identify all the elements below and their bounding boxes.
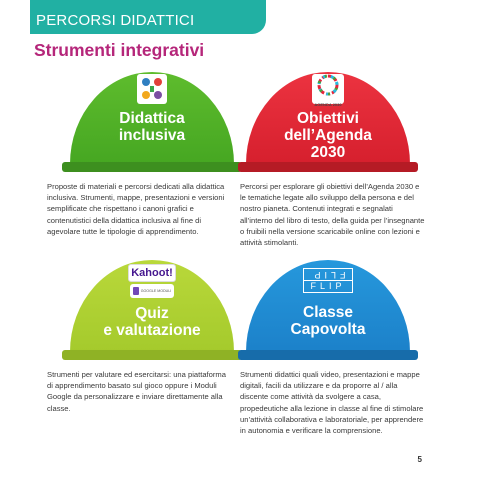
page-number: 5 [417,455,422,464]
card-title [62,110,242,144]
inclusive-icon [137,74,167,104]
card-title [238,110,418,161]
card-title-line: Quiz [135,305,169,322]
card-title-line: Obiettivi [296,110,359,127]
card-didattica-inclusiva [62,72,242,172]
card-title-line: dell’Agenda [284,127,372,144]
card-base [238,350,418,360]
agenda-2030-logo-text: AGENDA 2030 [314,102,342,107]
kahoot-logo-text: Kahoot! [131,267,173,279]
card-title [62,305,242,339]
card-title-line: Classe [303,304,353,321]
card-title-line: 2030 [310,144,346,161]
card-title-line: e valutazione [103,322,201,339]
card-title [238,304,418,338]
google-forms-icon [133,287,139,295]
card-title-line: Capovolta [290,321,366,338]
card-title-line: Didattica [119,110,185,127]
section-header [30,0,266,34]
card-description-flip: Strumenti didattici quali video, presentazioni e mappe digitali, facili da utilizzare e da proporre al / alla discente come attività da svolgere a casa, propedeutiche alla lezione in classe al fine di stimolare un’attività collaborativa e laboratoriale, per apprendere in autonomia e verificare la comprensione. [240,370,424,436]
card-description-didattica: Proposte di materiali e percorsi dedicati alla didattica inclusiva. Strumenti, mappe, presentazioni e versioni semplificate che rispettano i canoni grafici e contenutistici della didattica inclusiva al fine di agevolare tutte le tipologie di apprendimento. [47,182,225,236]
card-base [238,162,418,172]
google-forms-label: GOOGLE MODULI [140,289,172,293]
page-title: Strumenti integrativi [34,40,205,60]
section-header-label: PERCORSI DIDATTICI [36,12,195,29]
card-classe-capovolta [238,260,418,360]
card-quiz-valutazione [62,260,242,360]
flip-logo [303,268,353,296]
card-agenda-2030 [238,72,418,172]
kahoot-logo [128,264,176,282]
card-base [62,162,242,172]
flip-logo-text: FLIP [303,281,353,293]
google-forms-logo [130,284,174,298]
card-description-quiz: Strumenti per valutare ed esercitarsi: una piattaforma di apprendimento basato sul gioco oppure i Moduli Google da personalizzare e inviare direttamente alla classe. [47,370,226,413]
card-title-line: inclusiva [118,127,186,144]
card-description-agenda: Percorsi per esplorare gli obiettivi dell’Agenda 2030 e le tematiche legate allo sviluppo della persona e del nostro pianeta. Contenuti integrati e segnalati all’interno del libro di testo, della guida per l’insegnante o fruibili nella versione scaricabile online con lezioni e attività stimolanti. [240,182,425,248]
flip-logo-mirrored: FLIP [303,268,353,281]
agenda-2030-logo [312,74,344,107]
card-base [62,350,242,360]
